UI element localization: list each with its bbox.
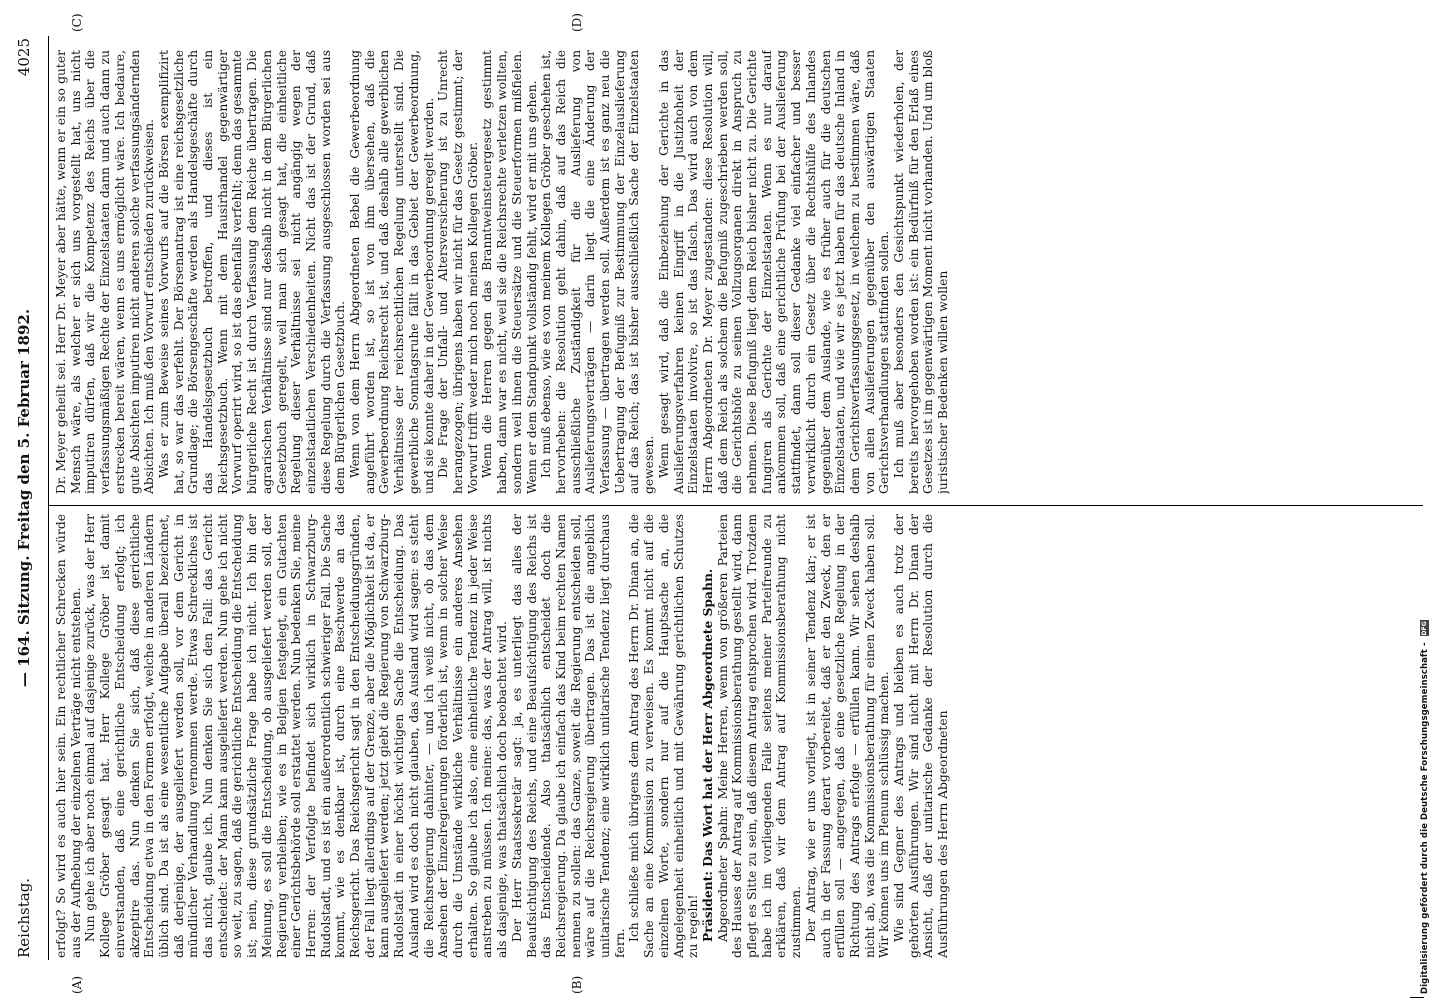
paragraph: Ich muß ebenso, wie es von meinem Kollegen Gröber geschehen ist, hervorheben: die Resolution geht dahin, daß auf das Reich die ausschließliche Zuständigkeit für die Auslieferung von Auslieferungsverträgen — darin liegt die eine Änderung der Verfassung — übertragen werden soll. Außerdem ist es ganz neu die Uebertragung der Befugniß zur Bestimmung der Einzelauslieferung auf das Reich; das ist bisher ausschließlich Sache der Einzelstaaten gewesen. bbox=[539, 50, 657, 494]
paragraph: Was er zum Beweise seines Vorwurfs auf die Börsen exemplifizirt hat, so war das verfehlt. Der Börsenantrag ist eine reichsgesetzliche Grundlage; die Börsengeschäfte werden als Handelsgeschäfte durch das Handelsgesetzbuch betroffen, und dieses ist ein Reichsgesetzbuch. Wenn mit dem Hausirhandel gegenwärtiger Vorwurf operirt wird, so ist das ebenfalls verfehlt; denn das gesammte bürgerliche Recht ist durch Verfassung dem Reiche übertragen. Die agrarischen Verhältnisse sind nur deshalb nicht in dem Bürgerlichen Gesetzbuch geregelt, weil man sich gesagt hat, die einheitliche Regelung dieser Verhältnisse sei nicht angängig wegen der einzelstaatlichen Verschiedenheiten. Nicht das ist der Grund, daß diese Regelung durch die Verfassung ausgeschlossen worden sei aus dem Bürgerlichen Gesetzbuch. bbox=[156, 50, 348, 494]
paragraph: Dr. Meyer geheilt sei. Herr Dr. Meyer aber hätte, wenn er ein so guter Mensch wäre, als welcher er sich uns vorgestellt hat, uns nicht imputiren dürfen, daß wir die Kompetenz des Reichs über die verfassungsmäßigen Rechte der Einzelstaaten dann und auch dann zu erstrecken bereit wären, wenn es uns ermöglicht wäre. Ich bedaure, gute Absichten imputiren nicht anderen solche verfassungsändernden Absichten. Ich muß den Vorwurf entschieden zurückweisen. bbox=[54, 50, 157, 494]
digitization-footer bbox=[1419, 4, 1431, 994]
paragraph: Wenn die Herren gegen das Branntweinsteuergesetz gestimmt haben, dann war es nicht, weil sie die Reichsrechte verletzen wollten, sondern weil ihnen die Steuersätze und die Steuerformen mißfielen. Wenn er dem Standpunkt vollständig fehlt, wird er mit uns gehen. bbox=[480, 50, 539, 494]
column-divider bbox=[48, 505, 1423, 506]
speaker-line: Präsident: Das Wort hat der Herr Abgeordnete Spahn. bbox=[699, 568, 715, 942]
header-page-number: 4025 bbox=[15, 38, 33, 77]
header-publication: Reichstag. bbox=[15, 877, 33, 958]
footer-text: Digitalisierung gefördert durch die Deutsche Forschungsgemeinschaft - bbox=[1420, 642, 1430, 994]
paragraph: Der Herr Staatssekretär sagt: ja, es unterliegt das alles der Beaufsichtigung des Reichs, und eine Beaufsichtigung des Reichs ist das Entscheidende. Also thatsächlich entscheidet doch die Reichsregierung. Da glaube ich einfach das Kind beim rechten Namen nennen zu sollen: das Ganze, soweit die Regierung entscheiden soll, wäre auf die Reichsregierung übertragen. Das ist die angeblich unitarische Tendenz; eine wirklich unitarische Tendenz liegt durchaus fern. bbox=[509, 514, 627, 958]
margin-mark-d: (D) bbox=[570, 13, 584, 32]
paragraph: Die Frage der Unfall- und Altersversicherung ist zu Unrecht herangezogen; übrigens haben wir nicht für das Gesetz gestimmt; der Vorwurf trifft weder mich noch meinen Kollegen Gröber. bbox=[436, 50, 480, 494]
left-column bbox=[54, 514, 1419, 958]
margin-mark-b: (B) bbox=[570, 975, 584, 994]
margin-mark-a: (A) bbox=[70, 975, 84, 994]
header-rule bbox=[48, 36, 49, 960]
paragraph: Wenn gesagt wird, daß die Einbeziehung der Gerichte in das Auslieferungsverfahren keinen Eingriff in die Justizhoheit der Einzelstaaten involvire, so ist das falsch. Das wird auch von dem Herrn Abgeordneten Dr. Meyer zugestanden: diese Resolution will, daß dem Reich als solchem die Befugniß zugeschrieben werden soll, die Gerichtshöfe zu seinen Vollzugsorganen direkt in Anspruch zu nehmen. Diese Befugniß liegt dem Reich bisher nicht zu. Die Gerichte fungiren als Gerichte der Einzelstaaten. Wenn es nur darauf ankommen soll, daß eine gerichtliche Prüfung bei der Auslieferung stattfindet, dann soll dieser Gedanke viel einfacher und besser verwirklicht durch ein Gesetz über die Rechtshülfe des Inlandes gegenüber dem Auslande, wie es früher auch für die deutschen Einzelstaaten, und wie wir es jetzt haben für das deutsche Inland in dem Gerichtsverfassungsgesetz, in welchem zu bestimmen wäre, daß von allen Auslieferungen gegenüber den auswärtigen Staaten Gerichtsverhandlungen stattfinden sollen. bbox=[656, 50, 892, 494]
paragraph: Nun gehe ich aber noch einmal auf dasjenige zurück, was der Herr Kollege Gröber gesagt hat. Herr Kollege Gröber ist damit einverstanden, daß eine gerichtliche Entscheidung erfolgt; ich akzeptire das. Nun denken Sie sich, daß diese gerichtliche Entscheidung etwa in den Formen erfolgt, welche in anderen Ländern üblich sind. Da ist als eine wesentliche Aufgabe überall bezeichnet, daß derjenige, der ausgeliefert werden soll, vor dem Gericht in mündlicher Verhandlung vernommen werde. Etwas Schreckliches ist das nicht, glaube ich. Nun denken Sie sich den Fall: das Gericht entscheidet: der Mann kann ausgeliefert werden. Nun gehe ich nicht so weit, zu sagen, daß die gerichtliche Entscheidung die Entscheidung ist; nein, diese grundsätzliche Frage habe ich nicht. Ich bin der Meinung, es soll die Entscheidung, ob ausgeliefert werden soll, der Regierung verbleiben; wie es in Belgien festgelegt, ein Gutachten einer Gerichtsbehörde soll erstattet werden. Nun bedenken Sie, meine Herren: der Verfolgte befindet sich wirklich in Schwarzburg-Rudolstadt, und es ist ein außerordentlich schwieriger Fall. Die Sache kommt, wie es denkbar ist, durch eine Beschwerde an das Reichsgericht. Das Reichsgericht sagt in den Entscheidungsgründen, der Fall liegt allerdings auf der Grenze, aber die Möglichkeit ist da, er kann ausgeliefert werden; jetzt giebt die Regierung von Schwarzburg-Rudolstadt in einer höchst wichtigen Sache die Entscheidung. Das Ausland wird es doch nicht glauben, das Ausland wird sagen: es steht die Reichsregierung dahinter, — und ich weiß nicht, ob das dem Ansehen der Einzelregierungen förderlich ist, wenn in solcher Weise durch die Umstände wirkliche Verhältnisse ein anderes Ansehen erhalten. So glaube ich also, eine einheitliche Tendenz in jeder Weise anstreben zu müssen. Ich meine: das, was der Antrag will, ist nichts als dasjenige, was thatsächlich doch beobachtet wird. bbox=[83, 514, 510, 958]
scan-mark bbox=[1410, 997, 1424, 998]
right-column bbox=[54, 50, 1419, 494]
dfg-logo: DFG bbox=[1421, 621, 1428, 636]
paragraph: Ich muß aber besonders den Gesichtspunkt wiederholen, der bereits hervorgehoben worden ist: ein Bedürfniß für den Erlaß eines Gesetzes ist im gegenwärtigen Moment nicht vorhanden. Und um bloß juristischer Bedenken willen wollen bbox=[892, 50, 951, 494]
paragraph: Ich schließe mich übrigens dem Antrag des Herrn Dr. Dinan an, die Sache an eine Kommission zu verweisen. Es kommt nicht auf die einzelnen Worte, sondern nur auf die Hauptsache an, die Angelegenheit einheitlich und mit Gewährung gerichtlichen Schutzes zu regeln! bbox=[627, 514, 701, 958]
paragraph: erfolgt? So wird es auch hier sein. Ein rechtlicher Schrecken würde aus der Aufhebung der einzelnen Verträge nicht entstehen. bbox=[54, 514, 83, 958]
page-header bbox=[4, 38, 44, 958]
header-session-date: — 164. Sitzung. Freitag den 5. Februar 1892. bbox=[15, 308, 33, 688]
paragraph: Wenn von dem Herrn Abgeordneten Bebel die Gewerbeordnung angeführt worden ist, so ist von ihm übersehen, daß die Gewerbeordnung Reichsrecht ist, und daß deshalb alle gewerblichen Verhältnisse der reichsrechtlichen Regelung unterstellt sind. Die gewerbliche Sonntagsruhe fällt in das Gebiet der Gewerbeordnung, und sie konnte daher in der Gewerbeordnung geregelt werden. bbox=[348, 50, 436, 494]
paragraph: Der Antrag, wie er uns vorliegt, ist in seiner Tendenz klar; er ist auch in der Fassung derart vorbereitet, daß er den Zweck, den er erfüllen soll — angeregen, daß eine gesetzliche Regelung in der Richtung des Antrags erfolge — erfüllen kann. Wir sehen deshalb nicht ab, was die Kommissionsberathung für einen Zweck haben soll. Wir können uns im Plenum schlüssig machen. bbox=[803, 514, 892, 958]
margin-mark-c: (C) bbox=[70, 13, 84, 32]
paragraph: Abgeordneter Spahn: Meine Herren, wenn von größeren Parteien des Hauses der Antrag auf Kommissionsberathung gestellt wird, dann pflegt es Sitte zu sein, daß diesem Antrag entsprochen wird. Trotzdem habe ich im vorliegenden Falle seitens meiner Parteifreunde zu erklären, daß wir dem Antrag auf Kommissionsberathung nicht zustimmen. bbox=[715, 514, 804, 958]
paragraph: Wie sind Gegner des Antrags und bleiben es auch trotz der gehörten Ausführungen. Wir sind nicht mit Herrn Dr. Dinan der Ansicht, daß der unitarische Gedanke der Resolution durch die Ausführungen des Herrn Abgeordneten bbox=[892, 514, 951, 958]
